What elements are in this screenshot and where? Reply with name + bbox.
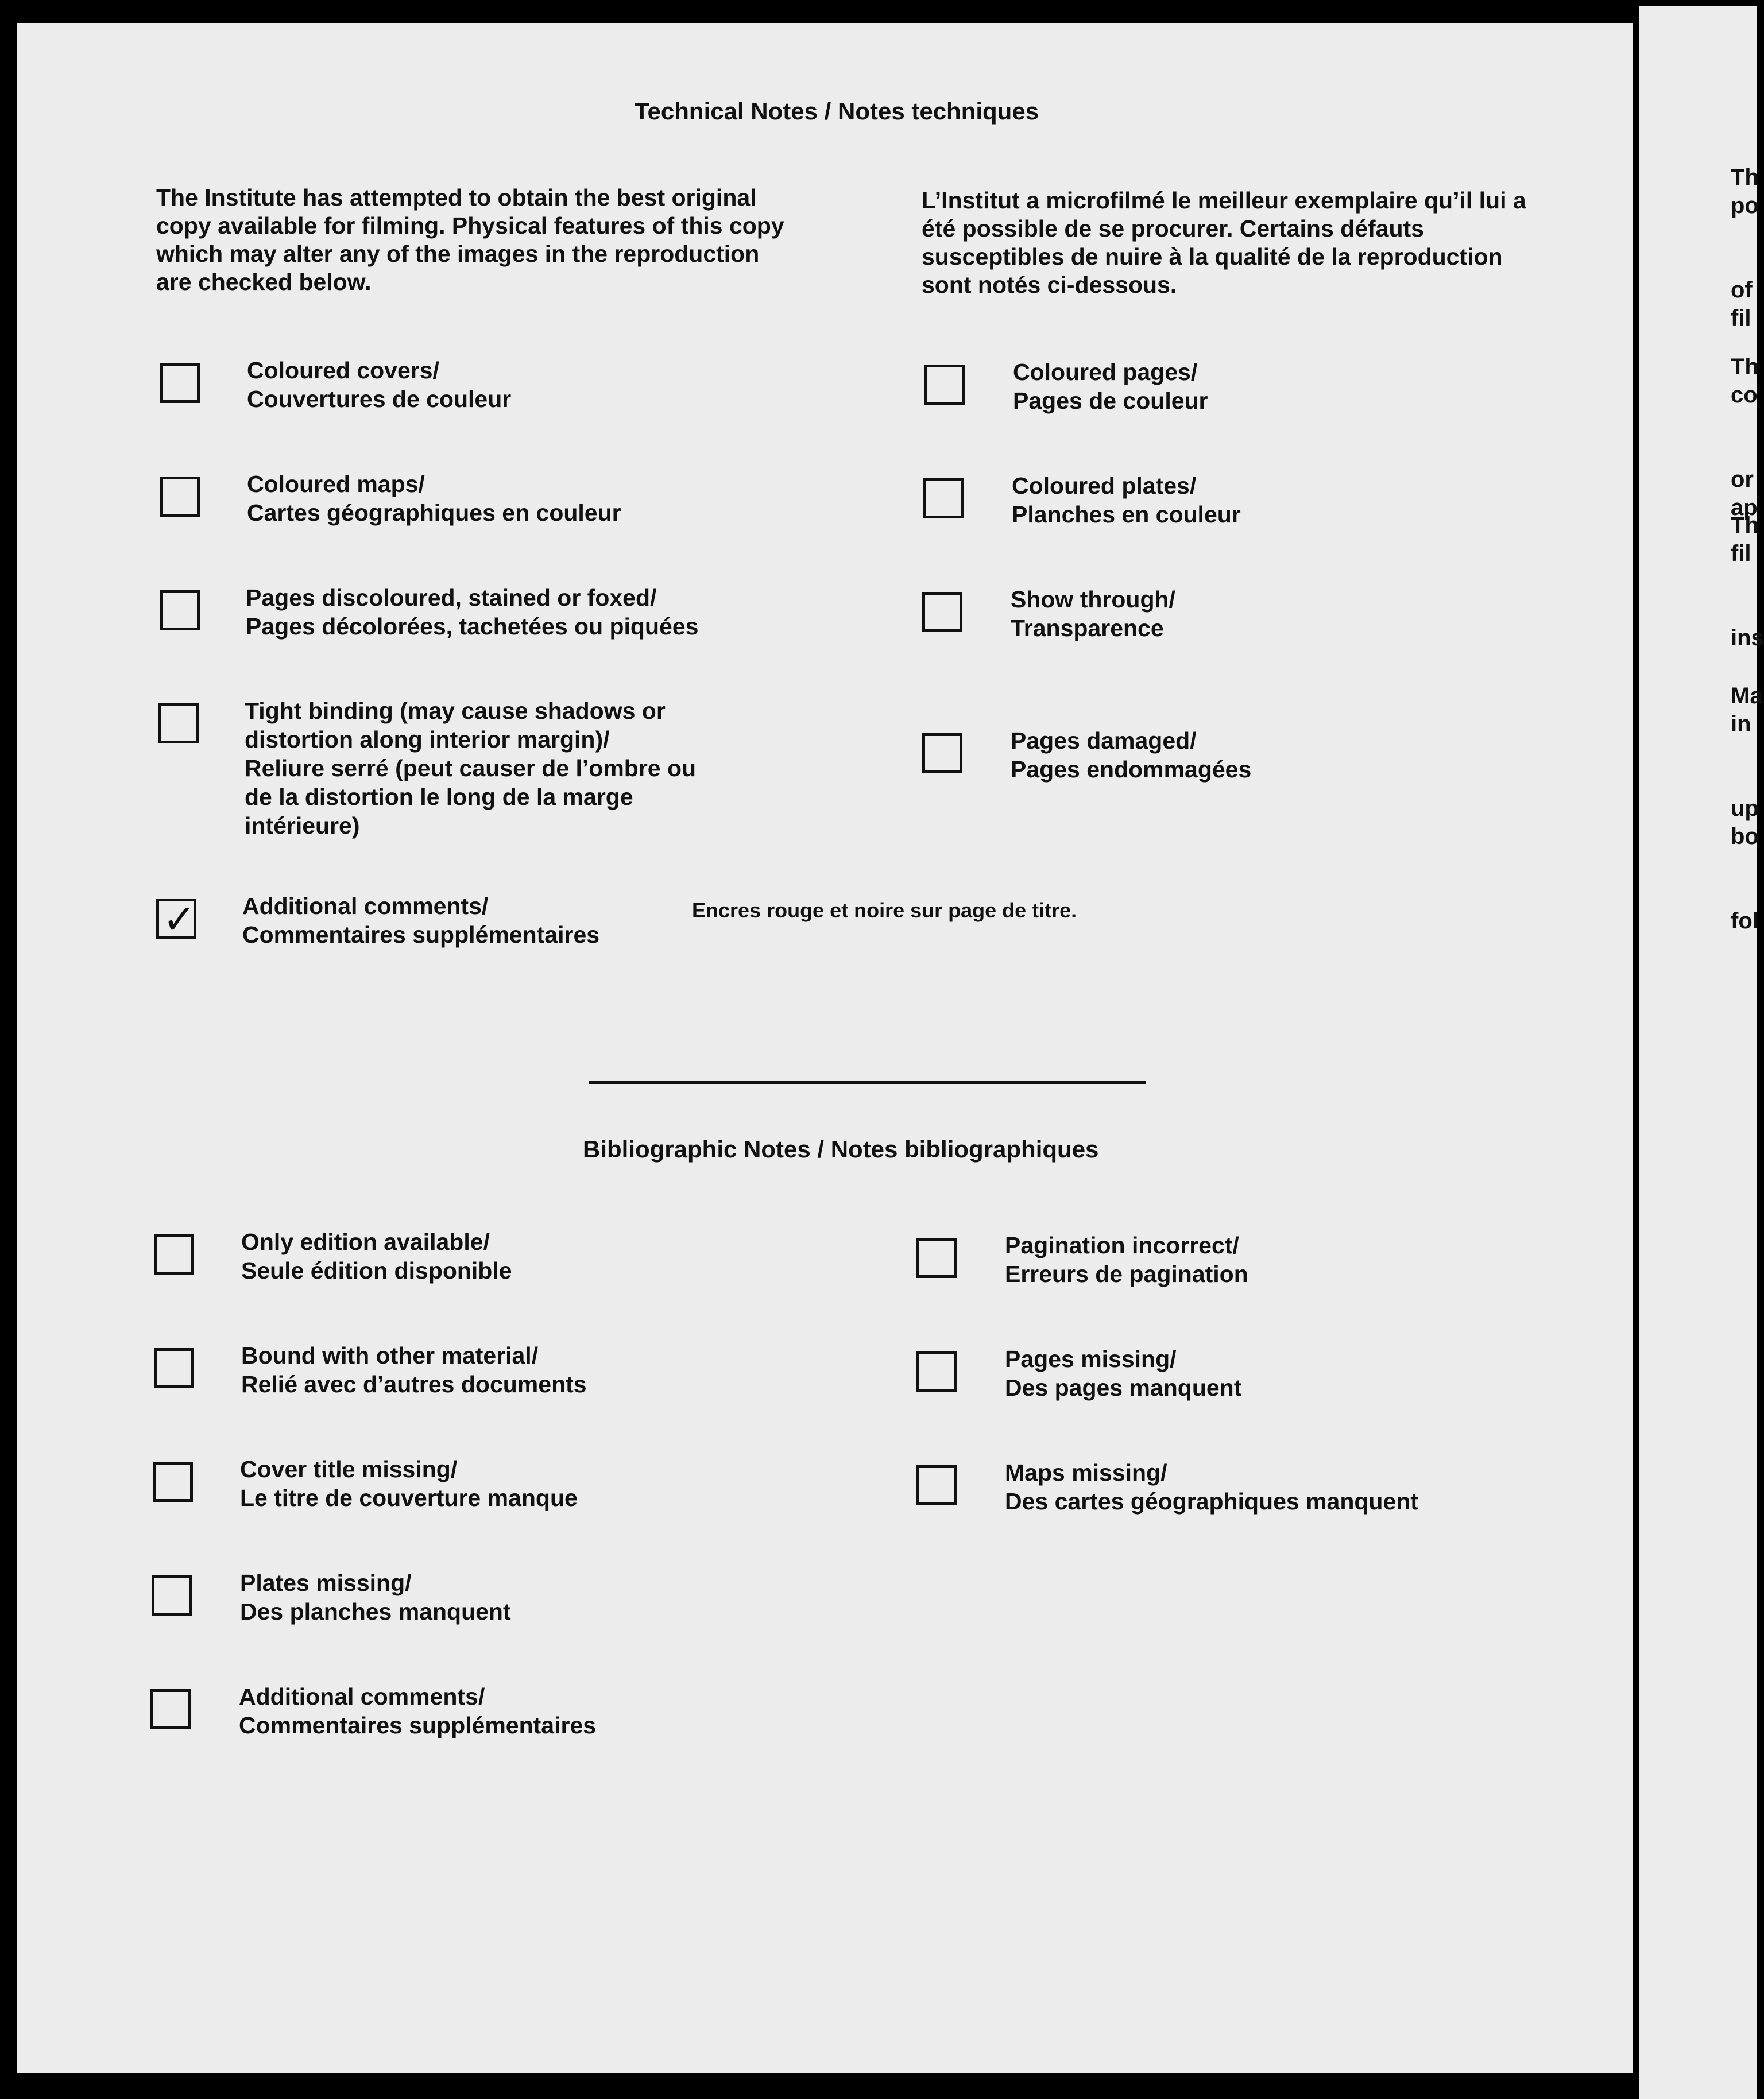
checkbox-only-edition[interactable] <box>154 1234 194 1275</box>
form-page <box>17 23 1633 2073</box>
adjacent-fragment: Th co or ap <box>1731 354 1759 520</box>
label-maps-missing: Maps missing/ Des cartes géographiques manquent <box>1005 1459 1418 1515</box>
adjacent-page <box>1639 6 1764 2099</box>
label-bound-with: Bound with other material/ Relié avec d’autres documents <box>241 1342 587 1397</box>
checkbox-coloured-covers[interactable] <box>160 363 200 403</box>
label-only-edition: Only edition available/ Seule édition disponible <box>241 1229 512 1284</box>
label-pagination-incorrect: Pagination incorrect/ Erreurs de pagination <box>1005 1232 1248 1287</box>
adjacent-fragment: Th fil ins <box>1731 513 1764 650</box>
checkbox-pages-damaged[interactable] <box>922 733 962 773</box>
checkbox-additional-comments-bibliographic[interactable] <box>150 1689 191 1729</box>
checkbox-maps-missing[interactable] <box>916 1465 957 1505</box>
technical-notes-heading: Technical Notes / Notes techniques <box>635 98 1039 125</box>
label-show-through: Show through/ Transparence <box>1011 586 1175 641</box>
checkbox-tight-binding[interactable] <box>158 703 199 743</box>
label-plates-missing: Plates missing/ Des planches manquent <box>240 1570 511 1625</box>
intro-english: The Institute has attempted to obtain the best original copy available for filming. Physical features of this copy which may alter any of the images in the reproduction are checked below. <box>156 184 784 295</box>
checkbox-cover-title-missing[interactable] <box>153 1462 193 1502</box>
label-pages-missing: Pages missing/ Des pages manquent <box>1005 1346 1242 1401</box>
label-additional-comments-bibliographic: Additional comments/ Commentaires supplémentaires <box>239 1683 597 1738</box>
label-coloured-covers: Coloured covers/ Couvertures de couleur <box>247 357 512 412</box>
checkbox-bound-with[interactable] <box>154 1348 194 1388</box>
adjacent-fragment: Ma in up bo fol <box>1731 683 1763 934</box>
label-cover-title-missing: Cover title missing/ Le titre de couverture manque <box>240 1456 578 1511</box>
checkbox-pages-discoloured[interactable] <box>160 590 200 630</box>
checkmark-icon: ✓ <box>163 897 196 942</box>
checkbox-coloured-maps[interactable] <box>160 477 200 517</box>
label-coloured-plates: Coloured plates/ Planches en couleur <box>1012 473 1241 528</box>
checkbox-coloured-plates[interactable] <box>923 478 964 518</box>
section-divider <box>589 1081 1146 1084</box>
checkbox-pagination-incorrect[interactable] <box>916 1238 957 1278</box>
adjacent-fragment: Th po of fil <box>1731 165 1759 331</box>
comment-text: Encres rouge et noire sur page de titre. <box>692 899 1077 922</box>
checkbox-additional-comments-technical[interactable] <box>156 897 196 942</box>
label-tight-binding: Tight binding (may cause shadows or distortion along interior margin)/ Reliure serré (peut causer de l’ombre ou de la distortion le long de la marge intérieure) <box>245 698 697 839</box>
label-pages-discoloured: Pages discoloured, stained or foxed/ Pages décolorées, tachetées ou piquées <box>246 584 699 640</box>
checkbox-pages-missing[interactable] <box>916 1351 957 1392</box>
bibliographic-notes-heading: Bibliographic Notes / Notes bibliographiques <box>583 1136 1099 1163</box>
label-pages-damaged: Pages damaged/ Pages endommagées <box>1011 727 1252 783</box>
checkbox-show-through[interactable] <box>922 592 962 632</box>
label-additional-comments-technical: Additional comments/ Commentaires supplémentaires <box>242 893 600 948</box>
checkbox-coloured-pages[interactable] <box>924 365 965 405</box>
label-coloured-pages: Coloured pages/ Pages de couleur <box>1013 359 1208 414</box>
checkbox-plates-missing[interactable] <box>152 1575 192 1616</box>
intro-french: L’Institut a microfilmé le meilleur exemplaire qu’il lui a été possible de se procurer. Certains défauts susceptibles de nuire à la qualité de la reproduction sont notés ci-dessous. <box>922 187 1526 298</box>
label-coloured-maps: Coloured maps/ Cartes géographiques en couleur <box>247 471 621 526</box>
